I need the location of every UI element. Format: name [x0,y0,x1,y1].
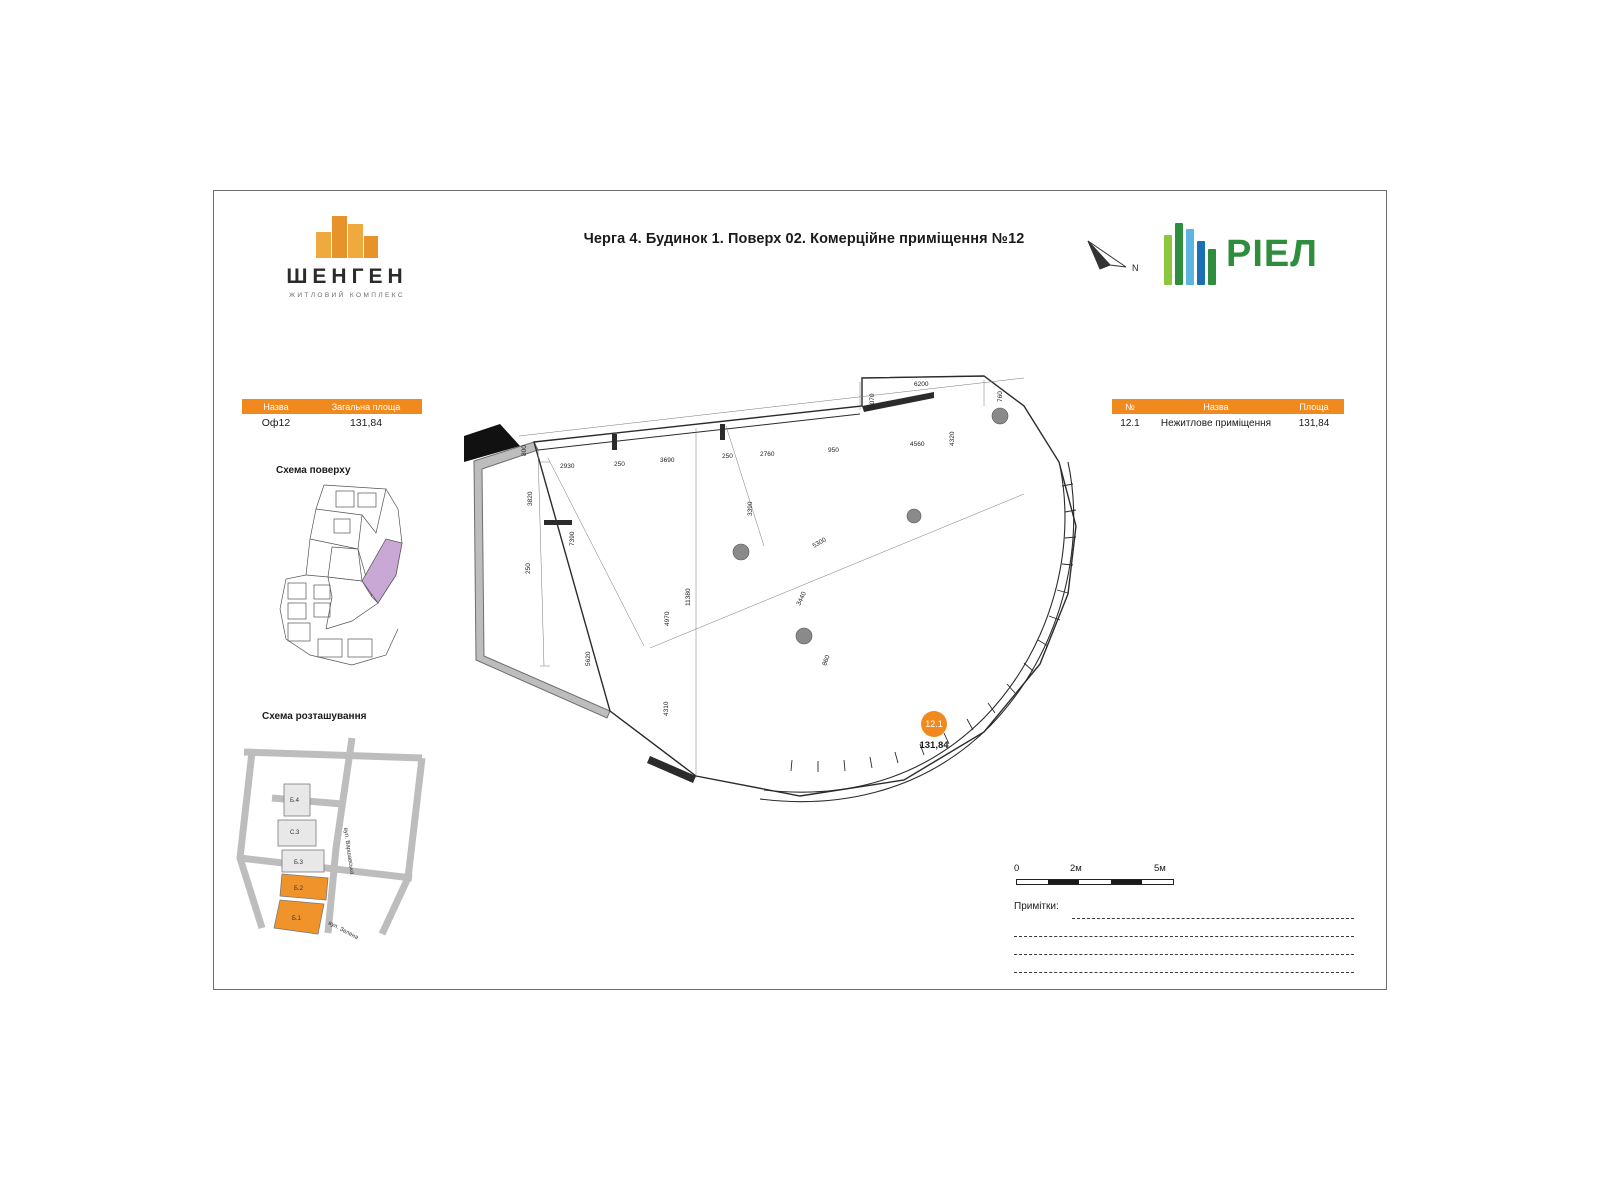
columns [733,408,1008,644]
street-varshavska: вул. Варшавська [342,827,355,875]
column [733,544,749,560]
scale-label-end: 5м [1154,863,1166,874]
location-scheme-svg [232,728,432,943]
svg-text:950: 950 [828,447,839,454]
apartment-floor-plan [464,366,1104,816]
right-table-header-num: № [1125,401,1135,412]
left-table-cell-name: Оф12 [261,416,291,429]
svg-text:860: 860 [821,654,832,667]
location-scheme-thumbnail [232,728,432,943]
right-table-cell-area: 131,84 [1298,417,1330,429]
svg-text:4970: 4970 [664,611,671,626]
svg-text:6200: 6200 [914,381,929,388]
svg-text:2070: 2070 [869,393,876,408]
location-label-b3: Б.3 [294,860,303,866]
svg-text:3690: 3690 [660,457,675,464]
table-row [1112,414,1344,432]
notes-label: Примітки: [1014,901,1059,912]
right-rooms-table [1112,399,1344,432]
right-table-header-area: Площа [1299,401,1329,412]
svg-text:3820: 3820 [527,491,534,506]
notes-line [1014,919,1354,937]
walls [474,392,934,783]
room-badge [904,711,964,751]
logo-shengen-name: ШЕНГЕН [286,265,408,288]
drawing-sheet [213,190,1387,990]
dimension-labels [521,381,1004,716]
svg-text:3390: 3390 [747,501,754,516]
location-label-b2: Б.2 [294,886,303,892]
svg-text:2930: 2930 [560,463,575,470]
riel-bars-icon [1164,223,1220,285]
notes-line [1072,901,1354,919]
left-table-header-name: Назва [263,401,289,412]
location-label-b4: Б.4 [290,798,299,804]
svg-text:5300: 5300 [811,536,828,550]
svg-text:760: 760 [997,391,1004,402]
north-label: N [1132,263,1139,273]
svg-text:250: 250 [722,453,733,460]
scale-label-mid: 2м [1070,863,1082,874]
logo-riel [1164,221,1344,289]
svg-text:3440: 3440 [795,590,808,607]
svg-text:4560: 4560 [910,441,925,448]
location-label-b1: Б.1 [292,916,301,922]
location-scheme-caption: Схема розташування [262,711,367,722]
column [796,628,812,644]
notes-line [1014,937,1354,955]
scale-label-start: 0 [1014,863,1020,874]
svg-text:7390: 7390 [569,531,576,546]
north-arrow-icon [1086,239,1146,281]
right-table-cell-num: 12.1 [1120,417,1140,429]
svg-text:250: 250 [525,563,532,574]
svg-text:250: 250 [614,461,625,468]
logo-shengen [242,216,452,299]
right-table-cell-name: Нежитлове приміщення [1160,417,1272,429]
left-table-header [242,399,422,414]
floor-scheme-caption: Схема поверху [276,465,351,476]
scale-bar [1014,863,1204,893]
page-title: Черга 4. Будинок 1. Поверх 02. Комерційне приміщення №12 [583,231,1025,247]
svg-text:2760: 2760 [760,451,775,458]
floor-scheme-svg [266,479,426,679]
floor-plan-svg [464,366,1104,816]
floor-scheme-thumbnail [266,479,426,679]
svg-text:800: 800 [521,445,528,456]
svg-text:4320: 4320 [949,431,956,446]
left-summary-table [242,399,422,431]
north-arrow [1086,239,1146,281]
column [907,509,921,523]
shengen-mark-icon [316,216,378,258]
column [992,408,1008,424]
left-table-cell-area: 131,84 [349,416,383,429]
svg-text:5620: 5620 [585,651,592,666]
street-zelena: вул. Зелена [327,920,360,942]
right-table-header [1112,399,1344,414]
notes-lines [1014,901,1354,973]
right-table-header-name: Назва [1203,401,1229,412]
svg-text:4310: 4310 [663,701,670,716]
svg-text:11380: 11380 [685,588,692,606]
scale-labels [1014,863,1204,875]
room-number: 12.1 [921,711,947,737]
table-row [242,414,422,431]
location-label-c3: С.3 [290,830,300,836]
notes-line [1014,955,1354,973]
scale-bar-graphic [1016,879,1174,885]
logo-shengen-subtitle: ЖИТЛОВИЙ КОМПЛЕКС [289,292,405,299]
room-area: 131,84 [919,740,949,751]
logo-riel-word: РІЕЛ [1226,233,1318,275]
left-table-header-area: Загальна площа [331,401,401,412]
